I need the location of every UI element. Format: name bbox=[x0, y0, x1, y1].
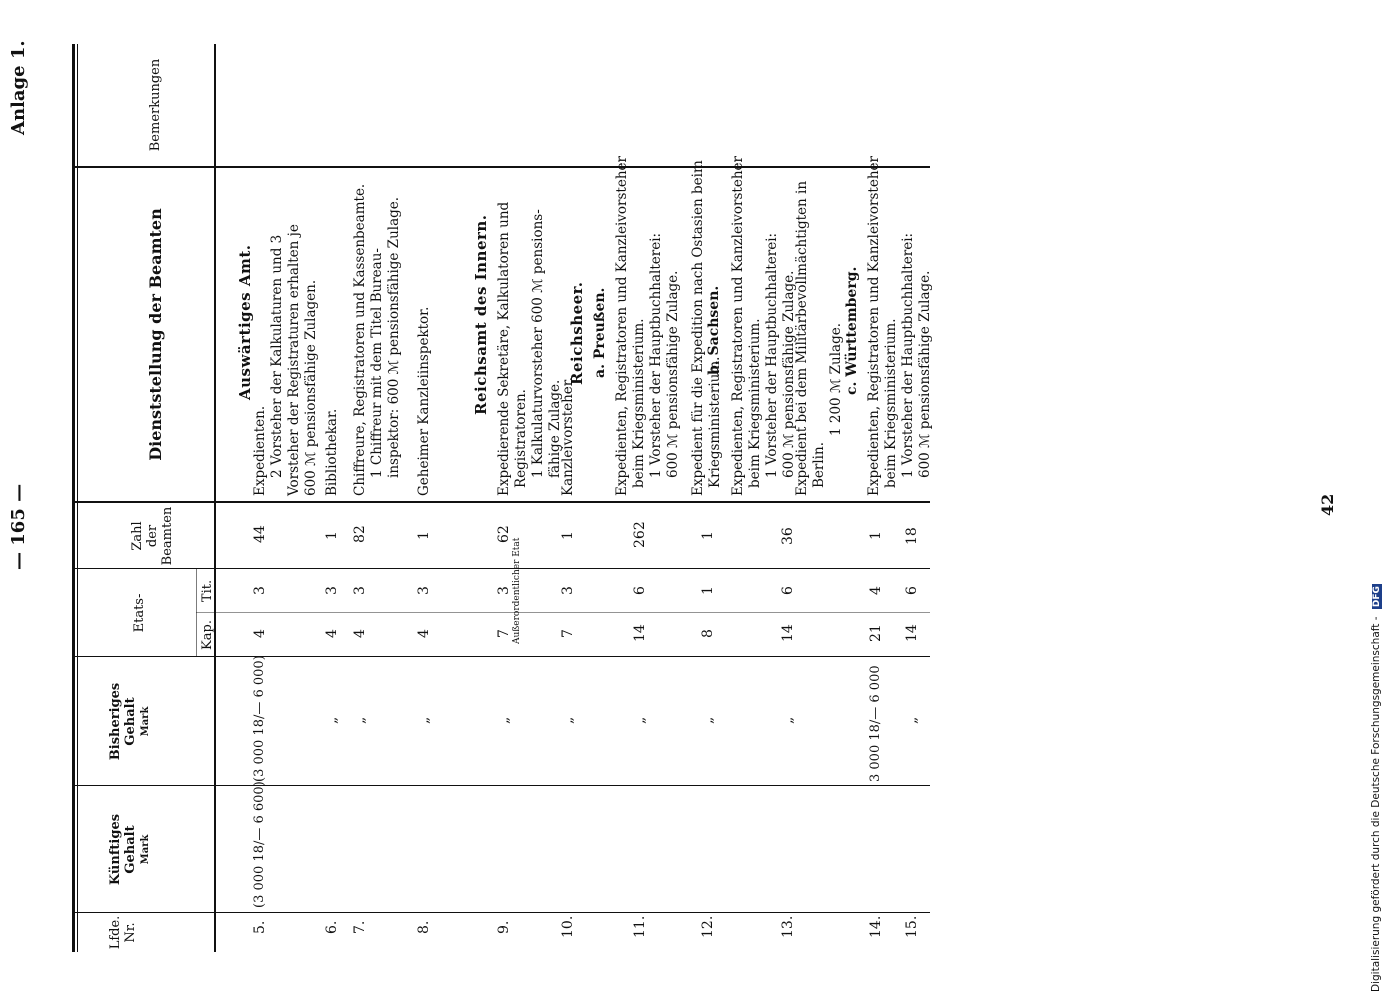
row-10-kap: 7 bbox=[560, 629, 576, 638]
row-9-desc: Expedierende Sekretäre, Kalkulatoren und Registratoren. 1 Kalkulaturvorsteher 600 ℳ pensions- fähige Zulage. bbox=[496, 201, 563, 496]
row-7-zahl: 82 bbox=[352, 525, 368, 543]
row-8-tit: 3 bbox=[416, 586, 432, 595]
row-13-bisher: „ bbox=[780, 716, 796, 724]
page-number: — 165 — bbox=[8, 483, 29, 570]
row-12-desc: Expedient für die Expedition nach Ostasien beim Kriegsministerium. bbox=[690, 160, 723, 496]
row-10-nr: 10. bbox=[560, 915, 576, 938]
header-bisheriges-gehalt: Bisheriges Gehalt Mark bbox=[108, 682, 151, 761]
row-8-zahl: 1 bbox=[416, 531, 432, 540]
section-wuerttemberg: c. Württemberg. bbox=[844, 266, 860, 395]
row-11-nr: 11. bbox=[632, 915, 648, 938]
row-10-bisher: „ bbox=[560, 716, 576, 724]
row-9-nr: 9. bbox=[496, 920, 512, 934]
row-5-zahl: 44 bbox=[252, 525, 268, 543]
row-10-desc: Kanzleivorsteher. bbox=[560, 376, 576, 496]
row-5-bisher: (3 000 18/— 6 000) bbox=[252, 655, 267, 782]
header-zahl: Zahl der Beamten bbox=[130, 506, 175, 566]
ausserordentlicher-etat-label: Außerordentlicher Etat bbox=[512, 537, 522, 644]
row-6-desc: Bibliothekar. bbox=[324, 408, 340, 496]
row-6-zahl: 1 bbox=[324, 531, 340, 540]
row-11-bisher: „ bbox=[632, 716, 648, 724]
col-rule-6 bbox=[72, 501, 930, 503]
row-14-bisher: 3 000 18/— 6 000 bbox=[868, 665, 883, 782]
row-13-nr: 13. bbox=[780, 915, 796, 938]
row-7-desc: Chiffreure, Registratoren und Kassenbeamte. 1 Chiffreur mit dem Titel Bureau- inspektor: 600 ℳ pensionsfähige Zulage. bbox=[352, 183, 402, 496]
row-15-zahl: 18 bbox=[904, 527, 920, 545]
row-9-zahl: 62 bbox=[496, 525, 512, 543]
row-7-kap: 4 bbox=[352, 629, 368, 638]
row-7-tit: 3 bbox=[352, 586, 368, 595]
row-8-nr: 8. bbox=[416, 920, 432, 934]
row-5-kuenftig: (3 000 18/— 6 600) bbox=[252, 781, 267, 908]
row-14-zahl: 1 bbox=[868, 531, 884, 540]
row-11-tit: 6 bbox=[632, 586, 648, 595]
col-rule-1 bbox=[72, 912, 930, 913]
row-14-desc: Expedient bei dem Militärbevollmächtigten in Berlin. 1 200 ℳ Zulage. bbox=[794, 180, 844, 496]
row-15-bisher: „ bbox=[904, 716, 920, 724]
dfg-logo: DFG bbox=[1372, 586, 1382, 608]
section-auswaertiges: Auswärtiges Amt. bbox=[236, 244, 254, 400]
row-13-kap: 14 bbox=[780, 624, 796, 642]
row-8-desc: Geheimer Kanzleiinspektor. bbox=[416, 306, 432, 496]
row-12-nr: 12. bbox=[700, 915, 716, 938]
header-lfde: Lfde. Nr. bbox=[108, 915, 138, 950]
section-reichsheer: Reichsheer. bbox=[568, 281, 586, 385]
row-13-desc: Expedienten, Registratoren und Kanzleivorsteher beim Kriegsministerium. 1 Vorsteher der Hauptbuchhalterei: 600 ℳ pensionsfähige Zulage. bbox=[730, 156, 797, 496]
row-11-kap: 14 bbox=[632, 624, 648, 642]
col-rule-4 bbox=[196, 612, 930, 613]
row-8-bisher: „ bbox=[416, 716, 432, 724]
header-dienststellung: Dienststellung der Beamten bbox=[146, 208, 165, 461]
digitization-note: Digitalisierung gefördert durch die Deutsche Forschungsgemeinschaft - DFG bbox=[1370, 586, 1382, 992]
row-7-bisher: „ bbox=[352, 716, 368, 724]
header-tit: Tit. bbox=[200, 579, 215, 603]
section-reichsamt: Reichsamt des Innern. bbox=[472, 214, 490, 415]
section-preussen: a. Preußen. bbox=[592, 287, 608, 378]
etats-sub-rule bbox=[196, 569, 197, 657]
header-bemerkungen: Bemerkungen bbox=[148, 58, 163, 152]
row-9-tit: 3 bbox=[496, 586, 512, 595]
row-13-tit: 6 bbox=[780, 586, 796, 595]
row-5-nr: 5. bbox=[252, 920, 268, 934]
col-rule-7 bbox=[72, 166, 930, 168]
row-5-kap: 4 bbox=[252, 629, 268, 638]
header-kuenftiges-gehalt: Künftiges Gehalt Mark bbox=[108, 813, 151, 886]
col-rule-2 bbox=[72, 785, 930, 786]
row-14-nr: 14. bbox=[868, 915, 884, 938]
footer-page-number: 42 bbox=[1318, 493, 1337, 516]
section-sachsen: b. Sachsen. bbox=[706, 285, 722, 375]
row-8-kap: 4 bbox=[416, 629, 432, 638]
row-14-tit: 4 bbox=[868, 586, 884, 595]
row-15-tit: 6 bbox=[904, 586, 920, 595]
row-6-bisher: „ bbox=[324, 716, 340, 724]
row-11-desc: Expedienten, Registratoren und Kanzleivorsteher beim Kriegsministerium. 1 Vorsteher der Hauptbuchhalterei: 600 ℳ pensionsfähige Zulage. bbox=[614, 156, 681, 496]
row-12-bisher: „ bbox=[700, 716, 716, 724]
table-top-rule bbox=[72, 44, 75, 952]
row-9-kap: 7 bbox=[496, 629, 512, 638]
table-top-rule-2 bbox=[77, 44, 78, 952]
row-6-kap: 4 bbox=[324, 629, 340, 638]
row-15-kap: 14 bbox=[904, 624, 920, 642]
row-14-kap: 21 bbox=[868, 624, 884, 642]
row-10-zahl: 1 bbox=[560, 531, 576, 540]
row-5-tit: 3 bbox=[252, 586, 268, 595]
row-12-tit: 1 bbox=[700, 586, 716, 595]
row-12-kap: 8 bbox=[700, 629, 716, 638]
row-13-zahl: 36 bbox=[780, 527, 796, 545]
header-kap: Kap. bbox=[200, 620, 215, 650]
row-7-nr: 7. bbox=[352, 920, 368, 934]
row-12-zahl: 1 bbox=[700, 531, 716, 540]
appendix-label: Anlage 1. bbox=[8, 40, 29, 135]
header-etats: Etats- bbox=[132, 593, 147, 633]
row-5-desc: Expedienten. 2 Vorsteher der Kalkulaturen und 3 Vorsteher der Registraturen erhalten je 600 ℳ pensionsfähige Zulagen. bbox=[252, 224, 319, 496]
row-15-nr: 15. bbox=[904, 915, 920, 938]
row-6-tit: 3 bbox=[324, 586, 340, 595]
header-bottom-rule bbox=[214, 44, 216, 952]
row-10-tit: 3 bbox=[560, 586, 576, 595]
row-9-bisher: „ bbox=[496, 716, 512, 724]
row-11-zahl: 262 bbox=[632, 521, 648, 548]
row-15-desc: Expedienten, Registratoren und Kanzleivorsteher beim Kriegsministerium. 1 Vorsteher der Hauptbuchhalterei: 600 ℳ pensionsfähige Zulage. bbox=[866, 156, 933, 496]
row-6-nr: 6. bbox=[324, 920, 340, 934]
